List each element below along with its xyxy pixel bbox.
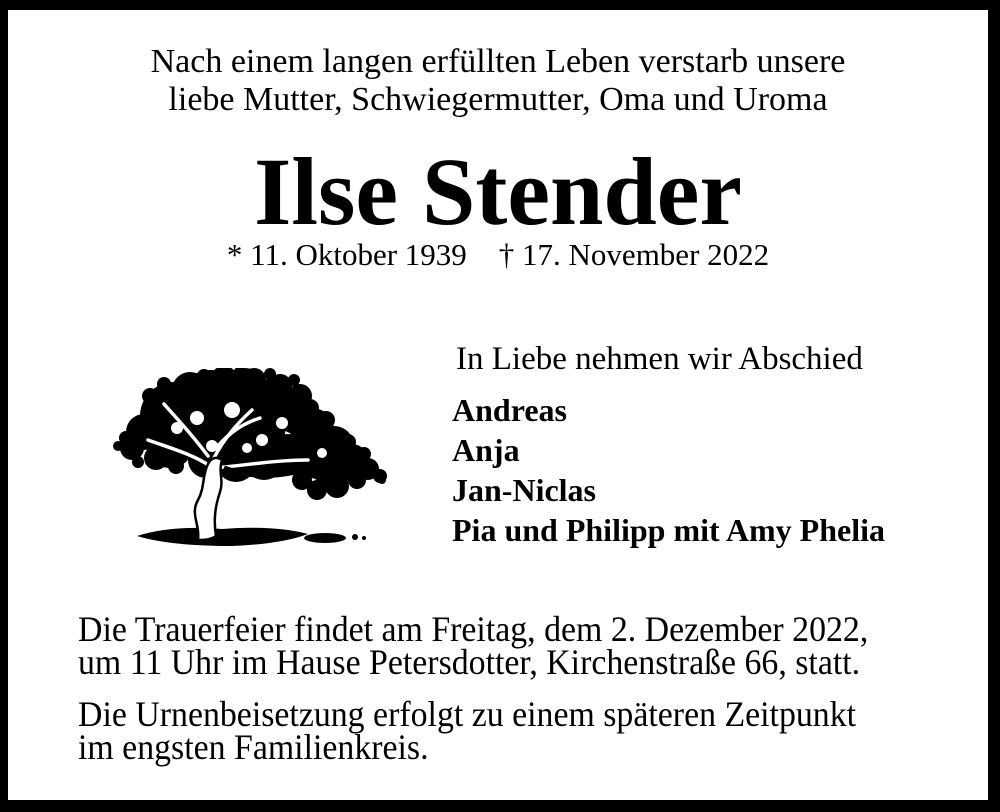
birth-date: * 11. Oktober 1939	[226, 237, 467, 272]
urn-line-2: im engsten Familienkreis.	[78, 727, 429, 767]
intro-line-2: liebe Mutter, Schwiegermutter, Oma und Uroma	[168, 80, 828, 118]
mourner-name: Andreas	[452, 392, 567, 428]
deceased-name: Ilse Stender	[254, 138, 742, 245]
farewell-heading: In Liebe nehmen wir Abschied	[456, 341, 863, 377]
funeral-line-2: um 11 Uhr im Hause Petersdotter, Kirchenstraße 66, statt.	[78, 642, 861, 682]
funeral-line-1: Die Trauerfeier findet am Freitag, dem 2. Dezember 2022,	[78, 609, 869, 649]
urn-info	[78, 694, 857, 767]
funeral-info	[78, 609, 869, 682]
intro-text	[8, 43, 988, 118]
intro-line-1: Nach einem langen erfüllten Leben verstarb unsere	[150, 43, 846, 80]
mourners-list	[452, 390, 885, 550]
death-date: † 17. November 2022	[498, 237, 770, 272]
mourner-name: Anja	[452, 432, 520, 468]
mourner-name: Pia und Philipp mit Amy Phelia	[452, 512, 885, 548]
mourner-name: Jan-Niclas	[452, 472, 596, 508]
urn-line-1: Die Urnenbeisetzung erfolgt zu einem späteren Zeitpunkt	[78, 694, 857, 734]
tree-icon	[112, 368, 402, 553]
life-dates	[8, 237, 988, 273]
